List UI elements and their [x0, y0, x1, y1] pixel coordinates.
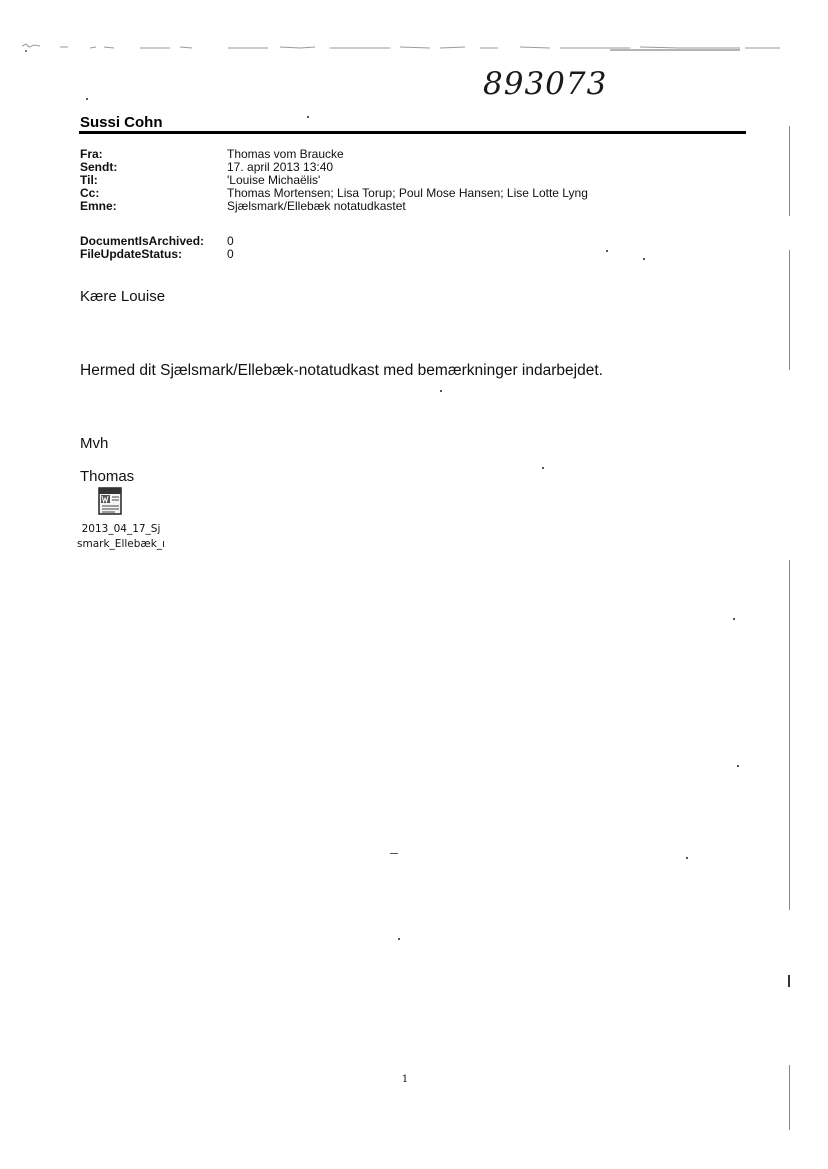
greeting: Kære Louise: [80, 288, 166, 305]
subject-row: [80, 200, 588, 213]
sent-row: [80, 161, 588, 174]
to-label: Til:: [80, 173, 98, 187]
scan-speck: [307, 116, 309, 118]
subject-label: Emne:: [80, 199, 117, 213]
sent-value: 17. april 2013 13:40: [227, 160, 334, 174]
scan-speck: [686, 857, 688, 859]
attachment-filename-line1: 2013_04_17_Sj: [81, 523, 161, 535]
scan-speck: [737, 765, 739, 767]
attachment-filename-line2: smark_Ellebæk_ı: [77, 538, 165, 550]
signature: Thomas: [80, 468, 135, 485]
handwritten-document-number: 893073: [483, 66, 608, 102]
page-number: 1: [401, 1074, 409, 1085]
scan-edge-line: [789, 560, 790, 910]
file-update-status-label: FileUpdateStatus:: [80, 247, 183, 261]
word-document-icon[interactable]: [95, 486, 125, 516]
subject-value: Sjælsmark/Ellebæk notatudkastet: [227, 199, 406, 213]
scan-speck: [542, 467, 544, 469]
document-archived-value: 0: [227, 234, 234, 248]
file-update-status-row: [80, 248, 234, 261]
message-body: Hermed dit Sjælsmark/Ellebæk-notatudkast med bemærkninger indarbejdet.: [80, 362, 603, 379]
scan-edge-line: [788, 975, 790, 987]
header-divider: [79, 131, 746, 134]
scan-speck: [86, 98, 88, 100]
scan-edge-line: [789, 250, 790, 370]
from-label: Fra:: [80, 147, 103, 161]
scan-edge-line: [789, 1065, 790, 1130]
scan-speck: [398, 938, 400, 940]
document-archived-label: DocumentIsArchived:: [80, 234, 205, 248]
cc-value: Thomas Mortensen; Lisa Torup; Poul Mose Hansen; Lise Lotte Lyng: [227, 186, 588, 200]
file-update-status-value: 0: [227, 247, 234, 261]
scan-speck: [733, 618, 735, 620]
scan-speck: [643, 258, 645, 260]
to-value: 'Louise Michaëlis': [227, 173, 321, 187]
scan-noise: [0, 38, 828, 56]
attachment-filename[interactable]: [72, 522, 170, 552]
from-value: Thomas vom Braucke: [227, 147, 344, 161]
mailbox-owner-name: Sussi Cohn: [80, 114, 163, 131]
scan-edge-line: [789, 126, 790, 216]
email-header-fields: [80, 148, 588, 213]
closing: Mvh: [80, 435, 109, 452]
cc-label: Cc:: [80, 186, 100, 200]
scan-speck: [440, 390, 442, 392]
scan-speck: [606, 250, 608, 252]
scan-speck: [390, 853, 398, 854]
sent-label: Sendt:: [80, 160, 118, 174]
from-row: [80, 148, 588, 161]
custom-property-fields: [80, 235, 234, 261]
